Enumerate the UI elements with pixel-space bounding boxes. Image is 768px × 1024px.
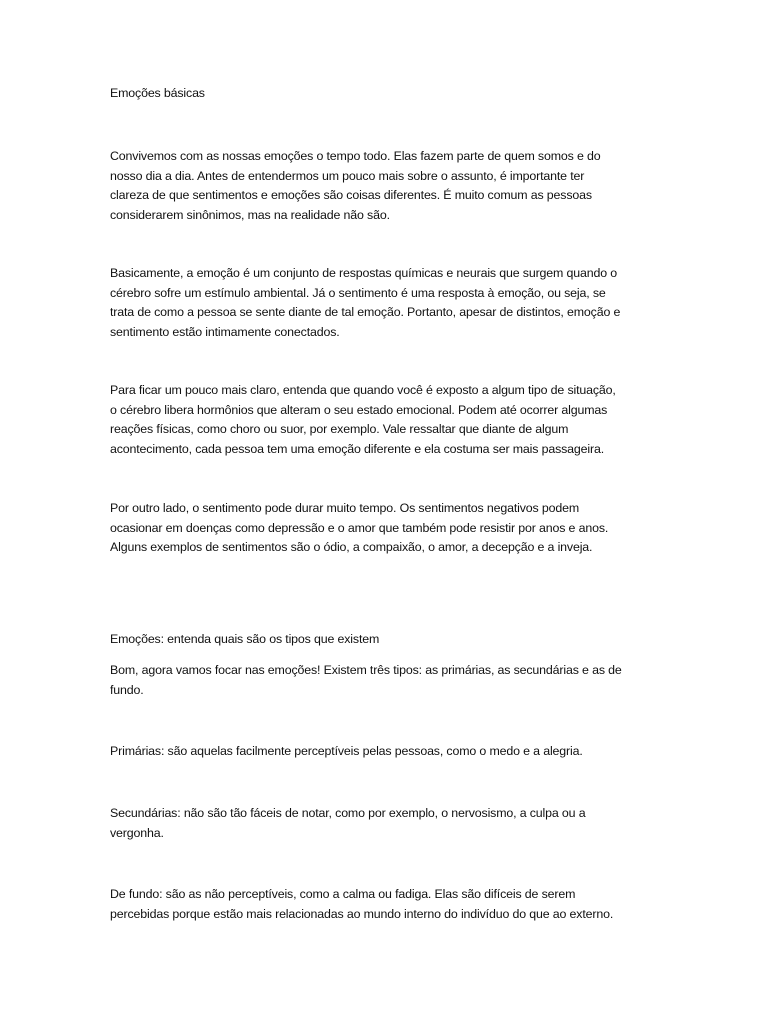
intro-paragraph-2: [110, 264, 662, 342]
intro-paragraph-4: [110, 499, 662, 558]
section-paragraph-4: [110, 885, 662, 924]
section-paragraph-2: [110, 742, 662, 762]
paragraph-line: De fundo: são as não perceptíveis, como a calma ou fadiga. Elas são difíceis de serem: [110, 887, 576, 901]
paragraph-line: acontecimento, cada pessoa tem uma emoção diferente e ela costuma ser mais passageira.: [110, 441, 605, 456]
intro-paragraph-1: [110, 147, 662, 225]
paragraph-line: Basicamente, a emoção é um conjunto de respostas químicas e neurais que surgem quando o: [110, 266, 617, 280]
section-paragraph-1: [110, 661, 662, 700]
section-paragraph-3: [110, 804, 662, 843]
paragraph-line: Alguns exemplos de sentimentos são o ódio, a compaixão, o amor, a decepção e a inveja.: [110, 540, 593, 554]
paragraph-line: Para ficar um pouco mais claro, entenda que quando você é exposto a algum tipo de situação,: [110, 383, 616, 397]
paragraph-line: considerarem sinônimos, mas na realidade não são.: [110, 207, 390, 222]
section-heading: Emoções: entenda quais são os tipos que existem: [110, 632, 380, 646]
paragraph-line: Convivemos com as nossas emoções o tempo todo. Elas fazem parte de quem somos e do: [110, 149, 601, 163]
paragraph-line: vergonha.: [110, 825, 164, 840]
paragraph-line: Primárias: são aquelas facilmente perceptíveis pelas pessoas, como o medo e a alegria.: [110, 744, 583, 758]
paragraph-line: sentimento estão intimamente conectados.: [110, 324, 340, 339]
document-title: Emoções básicas: [110, 86, 205, 100]
paragraph-line: o cérebro libera hormônios que alteram o seu estado emocional. Podem até ocorrer algumas: [110, 402, 608, 417]
paragraph-line: Bom, agora vamos focar nas emoções! Existem três tipos: as primárias, as secundárias e as de: [110, 663, 622, 677]
paragraph-line: reações físicas, como choro ou suor, por exemplo. Vale ressaltar que diante de algum: [110, 422, 569, 436]
paragraph-line: cérebro sofre um estímulo ambiental. Já o sentimento é uma resposta à emoção, ou seja, se: [110, 285, 606, 300]
paragraph-line: nosso dia a dia. Antes de entendermos um pouco mais sobre o assunto, é importante ter: [110, 168, 585, 183]
paragraph-line: Secundárias: não são tão fáceis de notar, como por exemplo, o nervosismo, a culpa ou a: [110, 806, 586, 820]
paragraph-line: clareza de que sentimentos e emoções são coisas diferentes. É muito comum as pessoas: [110, 188, 592, 202]
paragraph-line: fundo.: [110, 682, 144, 697]
intro-paragraph-3: [110, 381, 662, 459]
paragraph-line: Por outro lado, o sentimento pode durar muito tempo. Os sentimentos negativos podem: [110, 501, 579, 515]
paragraph-line: percebidas porque estão mais relacionadas ao mundo interno do indivíduo do que ao externo.: [110, 906, 614, 921]
paragraph-line: ocasionar em doenças como depressão e o amor que também pode resistir por anos e anos.: [110, 520, 609, 535]
paragraph-line: trata de como a pessoa se sente diante de tal emoção. Portanto, apesar de distintos, emoção e: [110, 305, 621, 319]
